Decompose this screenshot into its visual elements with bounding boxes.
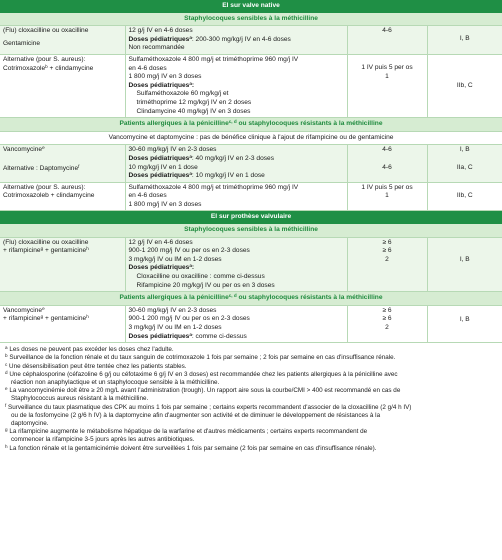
drug-cell: Vancomycine$^e$ Alternative : Daptomycine$^f$ xyxy=(0,145,125,182)
grade-cell: I, B xyxy=(427,237,502,292)
footnote-h: $^h$ La fonction rénale et la gentamicinémie doivent être surveillées 1 fois par semaine (2 fois par semaine en cas d'insuffisance rénale). xyxy=(5,443,377,452)
grade-cell: I, B IIa, C xyxy=(427,145,502,182)
grade-cell: IIb, C xyxy=(427,54,502,117)
drug-cell: (Flu) cloxacilline ou oxacilline Gentamicine xyxy=(0,26,125,55)
native-sensitive-header: Staphylocoques sensibles à la méthicilline xyxy=(0,13,502,26)
dose-cell: 12 g/j IV en 4-6 doses 900-1 200 mg/j IV ou per os en 2-3 doses 3 mg/kg/j IV ou IM en 1-2 doses Doses pédiatriques$^a$: Cloxacilline ou oxacilline : comme ci-dessus Rifampicine 20 mg/kg/j IV ou per os en 3 doses xyxy=(125,237,347,292)
footnote-e: $^e$ La vancomycinémie doit être ≥ 20 mg/L avant l'administration (trough). Un rapport aire sous la courbe/CMI > 400 est recommandé en cas de xyxy=(5,386,401,395)
native-valve-header: El sur valve native xyxy=(0,0,502,13)
footnote-a: $^a$ Les doses ne peuvent pas excéder les doses chez l'adulte. xyxy=(5,345,174,354)
weeks-cell: 4-6 4-6 xyxy=(347,145,427,182)
prosthetic-allergy-header: Patients allergiques à la pénicilline$^{c, d}$ ou staphylocoques résistants à la méthicilline xyxy=(0,292,502,306)
weeks-cell: 1 IV puis 5 per os 1 xyxy=(347,182,427,211)
grade-cell: I, B xyxy=(427,305,502,342)
weeks-cell: ≥ 6 ≥ 6 2 xyxy=(347,305,427,342)
prosthetic-valve-header: El sur prothèse valvulaire xyxy=(0,211,502,224)
footnote-f: $^f$ Surveillance du taux plasmatique des CPK au moins 1 fois par semaine ; certains experts recommandent d'associer de la cloxacilline (2 g/4 h IV) xyxy=(5,402,412,411)
table-row xyxy=(0,145,502,182)
weeks-cell: 1 IV puis 5 per os 1 xyxy=(347,54,427,117)
grade-cell: IIb, C xyxy=(427,182,502,211)
weeks-cell: ≥ 6 ≥ 6 2 xyxy=(347,237,427,292)
footnote-g: $^g$ La rifampicine augmente le métabolisme hépatique de la warfarine et d'autres médicaments ; certains experts recommandent de xyxy=(5,427,368,436)
grade-cell: I, B xyxy=(427,26,502,55)
drug-cell: (Flu) cloxacilline ou oxacilline + rifampicine$^g$ + gentamicine$^h$ xyxy=(0,237,125,292)
table-row xyxy=(0,54,502,117)
footnote-b: $^b$ Surveillance de la fonction rénale et du taux sanguin de cotrimoxazole 1 fois par semaine ; 2 fois par semaine en cas d'insuffisance rénale. xyxy=(5,353,396,362)
footnotes: $^a$ Les doses ne peuvent pas excéder les doses chez l'adulte. $^b$ Surveillance de la fonction rénale et du taux sanguin de cotrimoxazole 1 fois par semaine ; 2 fois par semaine en cas d'insuffisance rénale. $^c$ Une désensibilisation peut être tentée chez les patients stables. $^d$ Une céphalosporine (céfazoline 6 g/j ou céfotaxime 6 g/j IV en 3 doses) est recommandée chez les patients allergiques à la pénicilline avec réaction non anaphylactique et un staphylocoque sensible à la méthicilline. $^e$ La vancomycinémie doit être ≥ 20 mg/L avant l'administration (trough). Un rapport aire sous la courbe/CMI > 400 est recommandé en cas de Staphylococcus aureus résistant à la méthicilline. $^f$ Surveillance du taux plasmatique des CPK au moins 1 fois par semaine ; certains experts recommandent d'associer de la cloxacilline (2 g/4 h IV) ou de la fosfomycine (2 g/6 h IV) à la daptomycine afin d'augmenter son activité et de diminuer le développement de résistances à la daptomycine. $^g$ La rifampicine augmente le métabolisme hépatique de la warfarine et d'autres médicaments ; certains experts recommandent de commencer la rifampicine 3-5 jours après les autres antibiotiques. $^h$ La fonction rénale et la gentamicinémie doivent être surveillées 1 fois par semaine (2 fois par semaine en cas d'insuffisance rénale). xyxy=(0,343,502,456)
dose-cell: 12 g/j IV en 4-6 doses Doses pédiatriques$^a$: 200-300 mg/kg/j IV en 4-6 doses Non recommandée xyxy=(125,26,347,55)
dose-cell: 30-60 mg/kg/j IV en 2-3 doses Doses pédiatriques$^a$: 40 mg/kg/j IV en 2-3 doses 10 mg/kg/j IV en 1 dose Doses pédiatriques$^a$: 10 mg/kg/j IV en 1 dose xyxy=(125,145,347,182)
table-row xyxy=(0,26,502,55)
footnote-d: $^d$ Une céphalosporine (céfazoline 6 g/j ou céfotaxime 6 g/j IV en 3 doses) est recommandée chez les patients allergiques à la pénicilline avec xyxy=(5,369,398,378)
weeks-cell: 4-6 xyxy=(347,26,427,55)
table-row xyxy=(0,305,502,342)
drug-cell: Vancomycine$^e$ + rifampicine$^g$ + gentamicine$^h$ xyxy=(0,305,125,342)
drug-cell: Alternative (pour S. aureus): Cotrimoxazole$^b$ + clindamycine xyxy=(0,54,125,117)
vanco-note: Vancomycine et daptomycine : pas de bénéfice clinique à l'ajout de rifampicine ou de gentamicine xyxy=(0,131,502,145)
native-allergy-header: Patients allergiques à la pénicilline$^{c, d}$ ou staphylocoques résistants à la méthicilline xyxy=(0,118,502,132)
table-row xyxy=(0,237,502,292)
dose-cell: Sulfaméthoxazole 4 800 mg/j et triméthoprime 960 mg/j IV en 4-6 doses 1 800 mg/j IV en 3 doses xyxy=(125,182,347,211)
dose-cell: Sulfaméthoxazole 4 800 mg/j et triméthoprime 960 mg/j IV en 4-6 doses 1 800 mg/j IV en 3 doses Doses pédiatriques$^a$: Sulfaméthoxazole 60 mg/kg/j et triméthoprime 12 mg/kg/j IV en 2 doses Clindamycine 40 mg/kg/j IV en 3 doses xyxy=(125,54,347,117)
table-row xyxy=(0,182,502,211)
footnote-c: $^c$ Une désensibilisation peut être tentée chez les patients stables. xyxy=(5,361,187,370)
dose-cell: 30-60 mg/kg/j IV en 2-3 doses 900-1 200 mg/j IV ou per os en 2-3 doses 3 mg/kg/j IV ou IM en 1-2 doses Doses pédiatriques$^a$: comme ci-dessus xyxy=(125,305,347,342)
drug-cell: Alternative (pour S. aureus): Cotrimoxazoleb + clindamycine xyxy=(0,182,125,211)
prosthetic-sensitive-header: Staphylocoques sensibles à la méthicilline xyxy=(0,224,502,237)
